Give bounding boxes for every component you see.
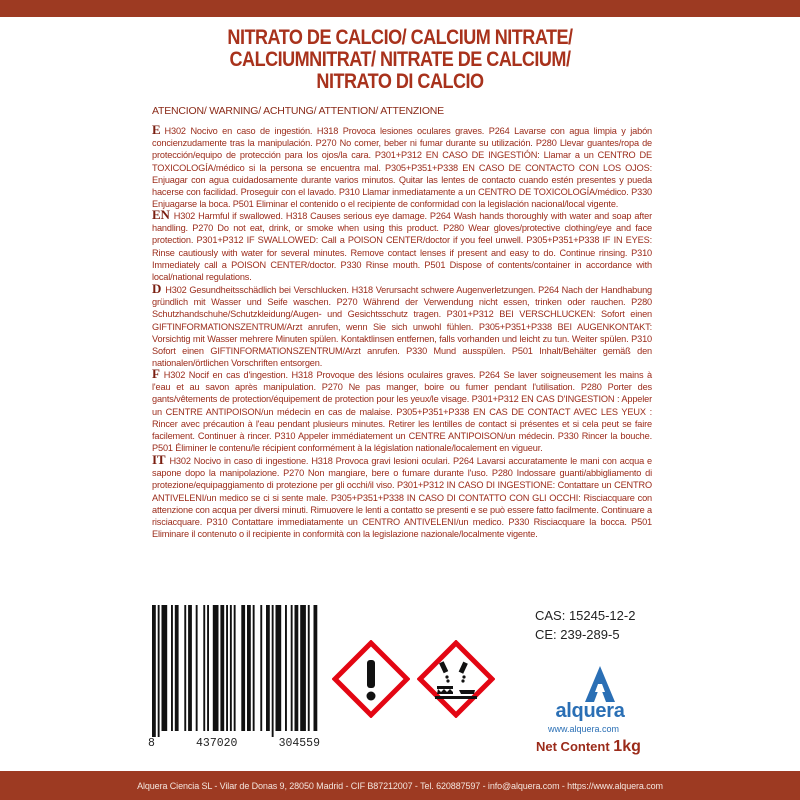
barcode-digit-left: 437020	[196, 737, 238, 750]
hazard-block-it	[152, 454, 652, 540]
cas-number: CAS: 15245-12-2	[535, 608, 636, 623]
barcode-bar	[188, 605, 192, 731]
hazard-block-fr	[152, 368, 652, 454]
language-code-en: EN	[152, 207, 170, 222]
hazard-text-de: H302 Gesundheitsschädlich bei Verschlucken. H318 Verursacht schwere Augenverletzungen. P264 Nach der Handhabung gründlich mit Wasser und Seife waschen. P270 Während der Verwendung nicht essen, trinken oder rauchen. P280 Schutzhandschuhe/Schutzkleidung/Augen- und Gesichtsschutz tragen. P301+P312 BEI VERSCHLUCKEN: Sofort einen GIFTINFORMATIONSZENTRUM/Arzt anrufen, wenn Sie sich unwohl fühlen. P305+P351+P338 BEI AUGENKONTAKT: Vorsichtig mit Wasser mehrere Minuten spülen. Kontaktlinsen entfernen, falls vorhanden und leicht zu tun. Weiter spülen. P310 Sofort einen GIFTINFORMATIONSZENTRUM/Arzt anrufen. P330 Mund ausspülen. P501 Inhalt/Behälter gemäß den nationalen/örtlichen Vorschriften entsorgen.	[152, 285, 652, 369]
signal-word-line: ATENCION/ WARNING/ ACHTUNG/ ATTENTION/ ATTENZIONE	[152, 105, 444, 117]
language-code-fr: F	[152, 366, 160, 381]
title-line-3: NITRATO DI CALCIO	[316, 70, 484, 93]
barcode-bar	[247, 605, 251, 731]
hazard-block-es	[152, 124, 652, 210]
barcode-bar	[291, 605, 293, 731]
net-content-label: Net Content	[536, 739, 610, 754]
barcode-bar	[234, 605, 236, 731]
barcode-bar	[213, 605, 219, 731]
language-code-es: E	[152, 122, 161, 137]
barcode-bar	[184, 605, 186, 731]
footer-bar	[0, 771, 800, 800]
hazard-text-it: H302 Nocivo in caso di ingestione. H318 Provoca gravi lesioni oculari. P264 Lavarsi accuratamente le mani con acqua e sapone dopo la manipolazione. P270 Non mangiare, bere o fumare durante l'uso. P280 Indossare guanti/abbigliamento di protezione/equipaggiamento di protezione per gli occhi/il viso. P301+P312 IN CASO DI INGESTIONE: Contattare un CENTRO ANTIVELENI/un medico se ci si sente male. P305+P351+P338 IN CASO DI CONTATTO CON GLI OCCHI: Risciacquare con attenzione con acqua per diversi minuti. Rimuovere le lenti a contatto se presenti e se può essere fatto facilmente. Continuare a risciacquare. P310 Contattare immediatamente un CENTRO ANTIVELENI/un medico. P330 Risciacquare la bocca. P501 Eliminare il contenuto o il recipiente in conformità con la legislazione nazionale/localmente vigente.	[152, 456, 652, 540]
barcode-bar	[253, 605, 255, 731]
top-color-band	[0, 0, 800, 17]
title-line-2: CALCIUMNITRAT/ NITRATE DE CALCIUM/	[229, 48, 571, 71]
barcode-bar	[230, 605, 232, 731]
corrosion-icon	[417, 640, 495, 718]
barcode-bar	[285, 605, 287, 731]
barcode-bar	[266, 605, 270, 731]
barcode-bars	[148, 605, 320, 737]
hazard-text-fr: H302 Nocif en cas d'ingestion. H318 Provoque des lésions oculaires graves. P264 Se laver soigneusement les mains à l'eau et au savon après manipulation. P270 Ne pas manger, boire ou fumer pendant l'utilisation. P280 Porter des gants/vêtements de protection/équipement de protection pour les yeux/le visage. P301+P312 EN CAS D'INGESTION : Appeler un CENTRE ANTIPOISON/un médecin en cas de malaise. P305+P351+P338 EN CAS DE CONTACT AVEC LES YEUX : Rincer avec précaution à l'eau pendant plusieurs minutes. Retirer les lentilles de contact si présentes et si cela peut se faire facilement. Continuer à rincer. P310 Appeler immédiatement un CENTRE ANTIPOISON/un médecin. P330 Rincer la bouche. P501 Éliminer le contenu/le récipient conformément à la législation nationale/localement en vigueur.	[152, 370, 652, 454]
barcode-bar	[203, 605, 205, 731]
barcode-bar	[226, 605, 228, 731]
barcode-bar	[158, 605, 160, 737]
barcode-digit-lead: 8	[148, 737, 155, 750]
net-content-value: 1kg	[613, 738, 641, 755]
ce-number: CE: 239-289-5	[535, 627, 620, 642]
hazard-text-es: H302 Nocivo en caso de ingestión. H318 Provoca lesiones oculares graves. P264 Lavarse con agua limpia y jabón concienzudamente tras la manipulación. P270 No comer, beber ni fumar durante su utilización. P280 Llevar guantes/ropa de protección/equipo de protección para los ojos/la cara. P301+P312 EN CASO DE INGESTIÓN: Llamar a un CENTRO DE TOXICOLOGÍA/médico si la persona se encuentra mal. P305+P351+P338 EN CASO DE CONTACTO CON LOS OJOS: Enjuagar con agua cuidadosamente durante varios minutos. Quitar las lentes de contacto cuando estén presentes y pueda hacerse con facilidad. Proseguir con el lavado. P310 Llamar inmediatamente a un CENTRO DE TOXICOLOGÍA/médico. P330 Enjuagarse la boca. P501 Eliminar el contenido o el recipiente de conformidad con la legislación nacional/local vigente.	[152, 126, 652, 210]
barcode-bar	[162, 605, 168, 731]
barcode	[148, 605, 318, 737]
barcode-bar	[196, 605, 198, 731]
footer-contact: Alquera Ciencia SL - Vilar de Donas 9, 28050 Madrid - CIF B87212007 - Tel. 620887597 - info@alquera.com - https://www.alquera.com	[137, 780, 663, 791]
title-line-1: NITRATO DE CALCIO/ CALCIUM NITRATE/	[227, 26, 573, 49]
language-code-de: D	[152, 281, 162, 296]
barcode-bar	[175, 605, 179, 731]
barcode-bar	[171, 605, 173, 731]
hazard-block-en	[152, 209, 652, 283]
barcode-bar	[207, 605, 209, 731]
hazard-text-en: H302 Harmful if swallowed. H318 Causes serious eye damage. P264 Wash hands thoroughly with water and soap after handling. P270 Do not eat, drink, or smoke when using this product. P280 Wear gloves/protective clothing/eye and face protection. P301+P312 IF SWALLOWED: Call a POISON CENTER/doctor if you feel unwell. P305+P351+P338 IF IN EYES: Rinse cautiously with water for several minutes. Remove contact lenses if present and easy to do. Continue rinsing. P310 Immediately call a POISON CENTER/doctor. P330 Rinse mouth. P501 Dispose of contents/container in accordance with local/national regulations.	[152, 211, 652, 283]
barcode-bar	[152, 605, 156, 737]
barcode-bar	[220, 605, 224, 731]
barcode-bar	[260, 605, 262, 731]
alquera-logo-icon	[555, 664, 645, 704]
brand-name: alquera	[555, 700, 625, 722]
barcode-bar	[314, 605, 318, 731]
net-content	[536, 738, 641, 756]
barcode-bar	[300, 605, 306, 731]
brand-url: www.alquera.com	[548, 724, 620, 734]
barcode-bar	[272, 605, 274, 737]
barcode-bar	[295, 605, 299, 731]
language-code-it: IT	[152, 452, 166, 467]
barcode-bar	[308, 605, 310, 731]
barcode-bar	[276, 605, 282, 731]
barcode-bar	[241, 605, 245, 731]
barcode-digit-right: 304559	[278, 737, 320, 750]
exclamation-mark-icon	[332, 640, 410, 718]
product-title	[185, 27, 615, 93]
hazard-block-de	[152, 283, 652, 369]
barcode-digits	[148, 737, 320, 750]
